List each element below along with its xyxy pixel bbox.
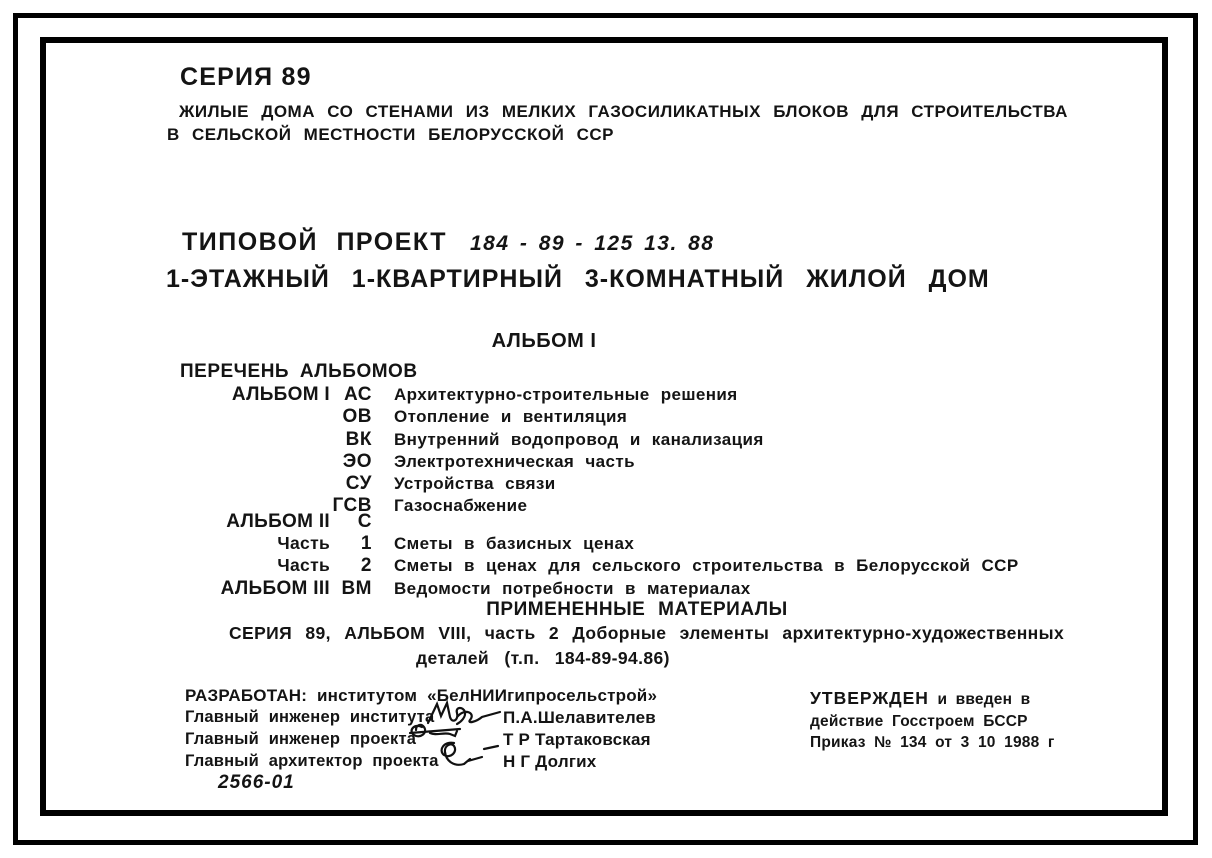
signatory-name: Н Г Долгих [503, 752, 597, 771]
album-table [180, 384, 1019, 600]
album-desc-cell: Сметы в ценах для сельского строительства в Белорусской ССР [394, 556, 1019, 576]
album-label-cell: АЛЬБОМ I [231, 384, 330, 405]
document-number: 2566-01 [218, 772, 295, 793]
signatory-role: Главный инженер института [185, 708, 435, 726]
album-desc-cell: Сметы в базисных ценах [394, 534, 635, 554]
album-code-cell: ВК [345, 428, 372, 450]
album-desc-cell: Внутренний водопровод и канализация [394, 429, 764, 449]
album-code-cell: ВМ [341, 577, 372, 599]
approved-word: УТВЕРЖДЕН [810, 688, 929, 708]
album-code-cell: АС [344, 384, 372, 405]
album-label-cell: Часть [277, 555, 330, 576]
approved-line-3: Приказ № 134 от 3 10 1988 г [810, 734, 1055, 751]
project-type-label: ТИПОВОЙ ПРОЕКТ [182, 228, 448, 256]
album-row [180, 578, 1019, 600]
album-row [180, 473, 1019, 495]
signatory-name: П.А.Шелавителев [503, 708, 656, 727]
signatory-role: Главный архитектор проекта [185, 752, 439, 770]
approved-block [810, 688, 1055, 754]
album-code-cell: СУ [345, 473, 372, 495]
subtitle-line-1: ЖИЛЫЕ ДОМА СО СТЕНАМИ ИЗ МЕЛКИХ ГАЗОСИЛИКАТНЫХ БЛОКОВ ДЛЯ СТРОИТЕЛЬСТВА [179, 102, 1068, 121]
album-heading: АЛЬБОМ I [491, 330, 597, 352]
approved-line-1-rest: и введен в [937, 691, 1031, 708]
album-row [180, 429, 1019, 451]
materials-line-2: деталей (т.п. 184-89-94.86) [416, 648, 670, 668]
approved-line-2: действие Госстроем БССР [810, 712, 1028, 730]
signatory-name: Т Р Тартаковская [503, 730, 651, 749]
album-row [180, 511, 1019, 533]
project-name: 1-ЭТАЖНЫЙ 1-КВАРТИРНЫЙ 3-КОМНАТНЫЙ ЖИЛОЙ ДОМ [166, 265, 990, 293]
album-row [180, 451, 1019, 473]
album-row [180, 555, 1019, 577]
signatory-role: Главный инженер проекта [185, 730, 417, 748]
album-code-cell: ЭО [342, 450, 372, 472]
developed-heading: РАЗРАБОТАН: институтом «БелНИИгипросельстрой» [185, 686, 658, 705]
album-code-cell: С [357, 510, 372, 532]
album-desc-cell: Устройства связи [394, 474, 556, 494]
album-desc-cell: Газоснабжение [394, 496, 528, 516]
album-code-cell: ГСВ [332, 495, 372, 517]
album-label-cell: АЛЬБОМ II [226, 510, 330, 532]
album-list-title: ПЕРЕЧЕНЬ АЛЬБОМОВ [180, 361, 418, 382]
project-number: 184 - 89 - 125 13. 88 [470, 232, 715, 255]
album-desc-cell: Архитектурно-строительные решения [394, 385, 738, 404]
signature-chief-architect-icon [434, 740, 500, 770]
album-row [180, 406, 1019, 428]
album-desc-cell: Ведомости потребности в материалах [394, 578, 751, 598]
album-row [180, 384, 1019, 406]
album-code-cell: 2 [360, 555, 372, 577]
materials-heading: ПРИМЕНЕННЫЕ МАТЕРИАЛЫ [486, 599, 788, 620]
subtitle-line-2: В СЕЛЬСКОЙ МЕСТНОСТИ БЕЛОРУССКОЙ ССР [167, 125, 614, 144]
album-row [180, 533, 1019, 555]
album-code-cell: ОВ [342, 406, 372, 428]
album-desc-cell: Электротехническая часть [394, 451, 635, 471]
album-desc-cell: Отопление и вентиляция [394, 407, 628, 427]
album-code-cell: 1 [360, 533, 372, 555]
materials-line-1: СЕРИЯ 89, АЛЬБОМ VIII, часть 2 Доборные элементы архитектурно-художественных [229, 623, 1065, 643]
approved-line-1 [810, 688, 1055, 711]
series-title: СЕРИЯ 89 [180, 63, 312, 91]
album-label-cell: АЛЬБОМ III [220, 577, 330, 599]
album-label-cell: Часть [277, 533, 330, 554]
